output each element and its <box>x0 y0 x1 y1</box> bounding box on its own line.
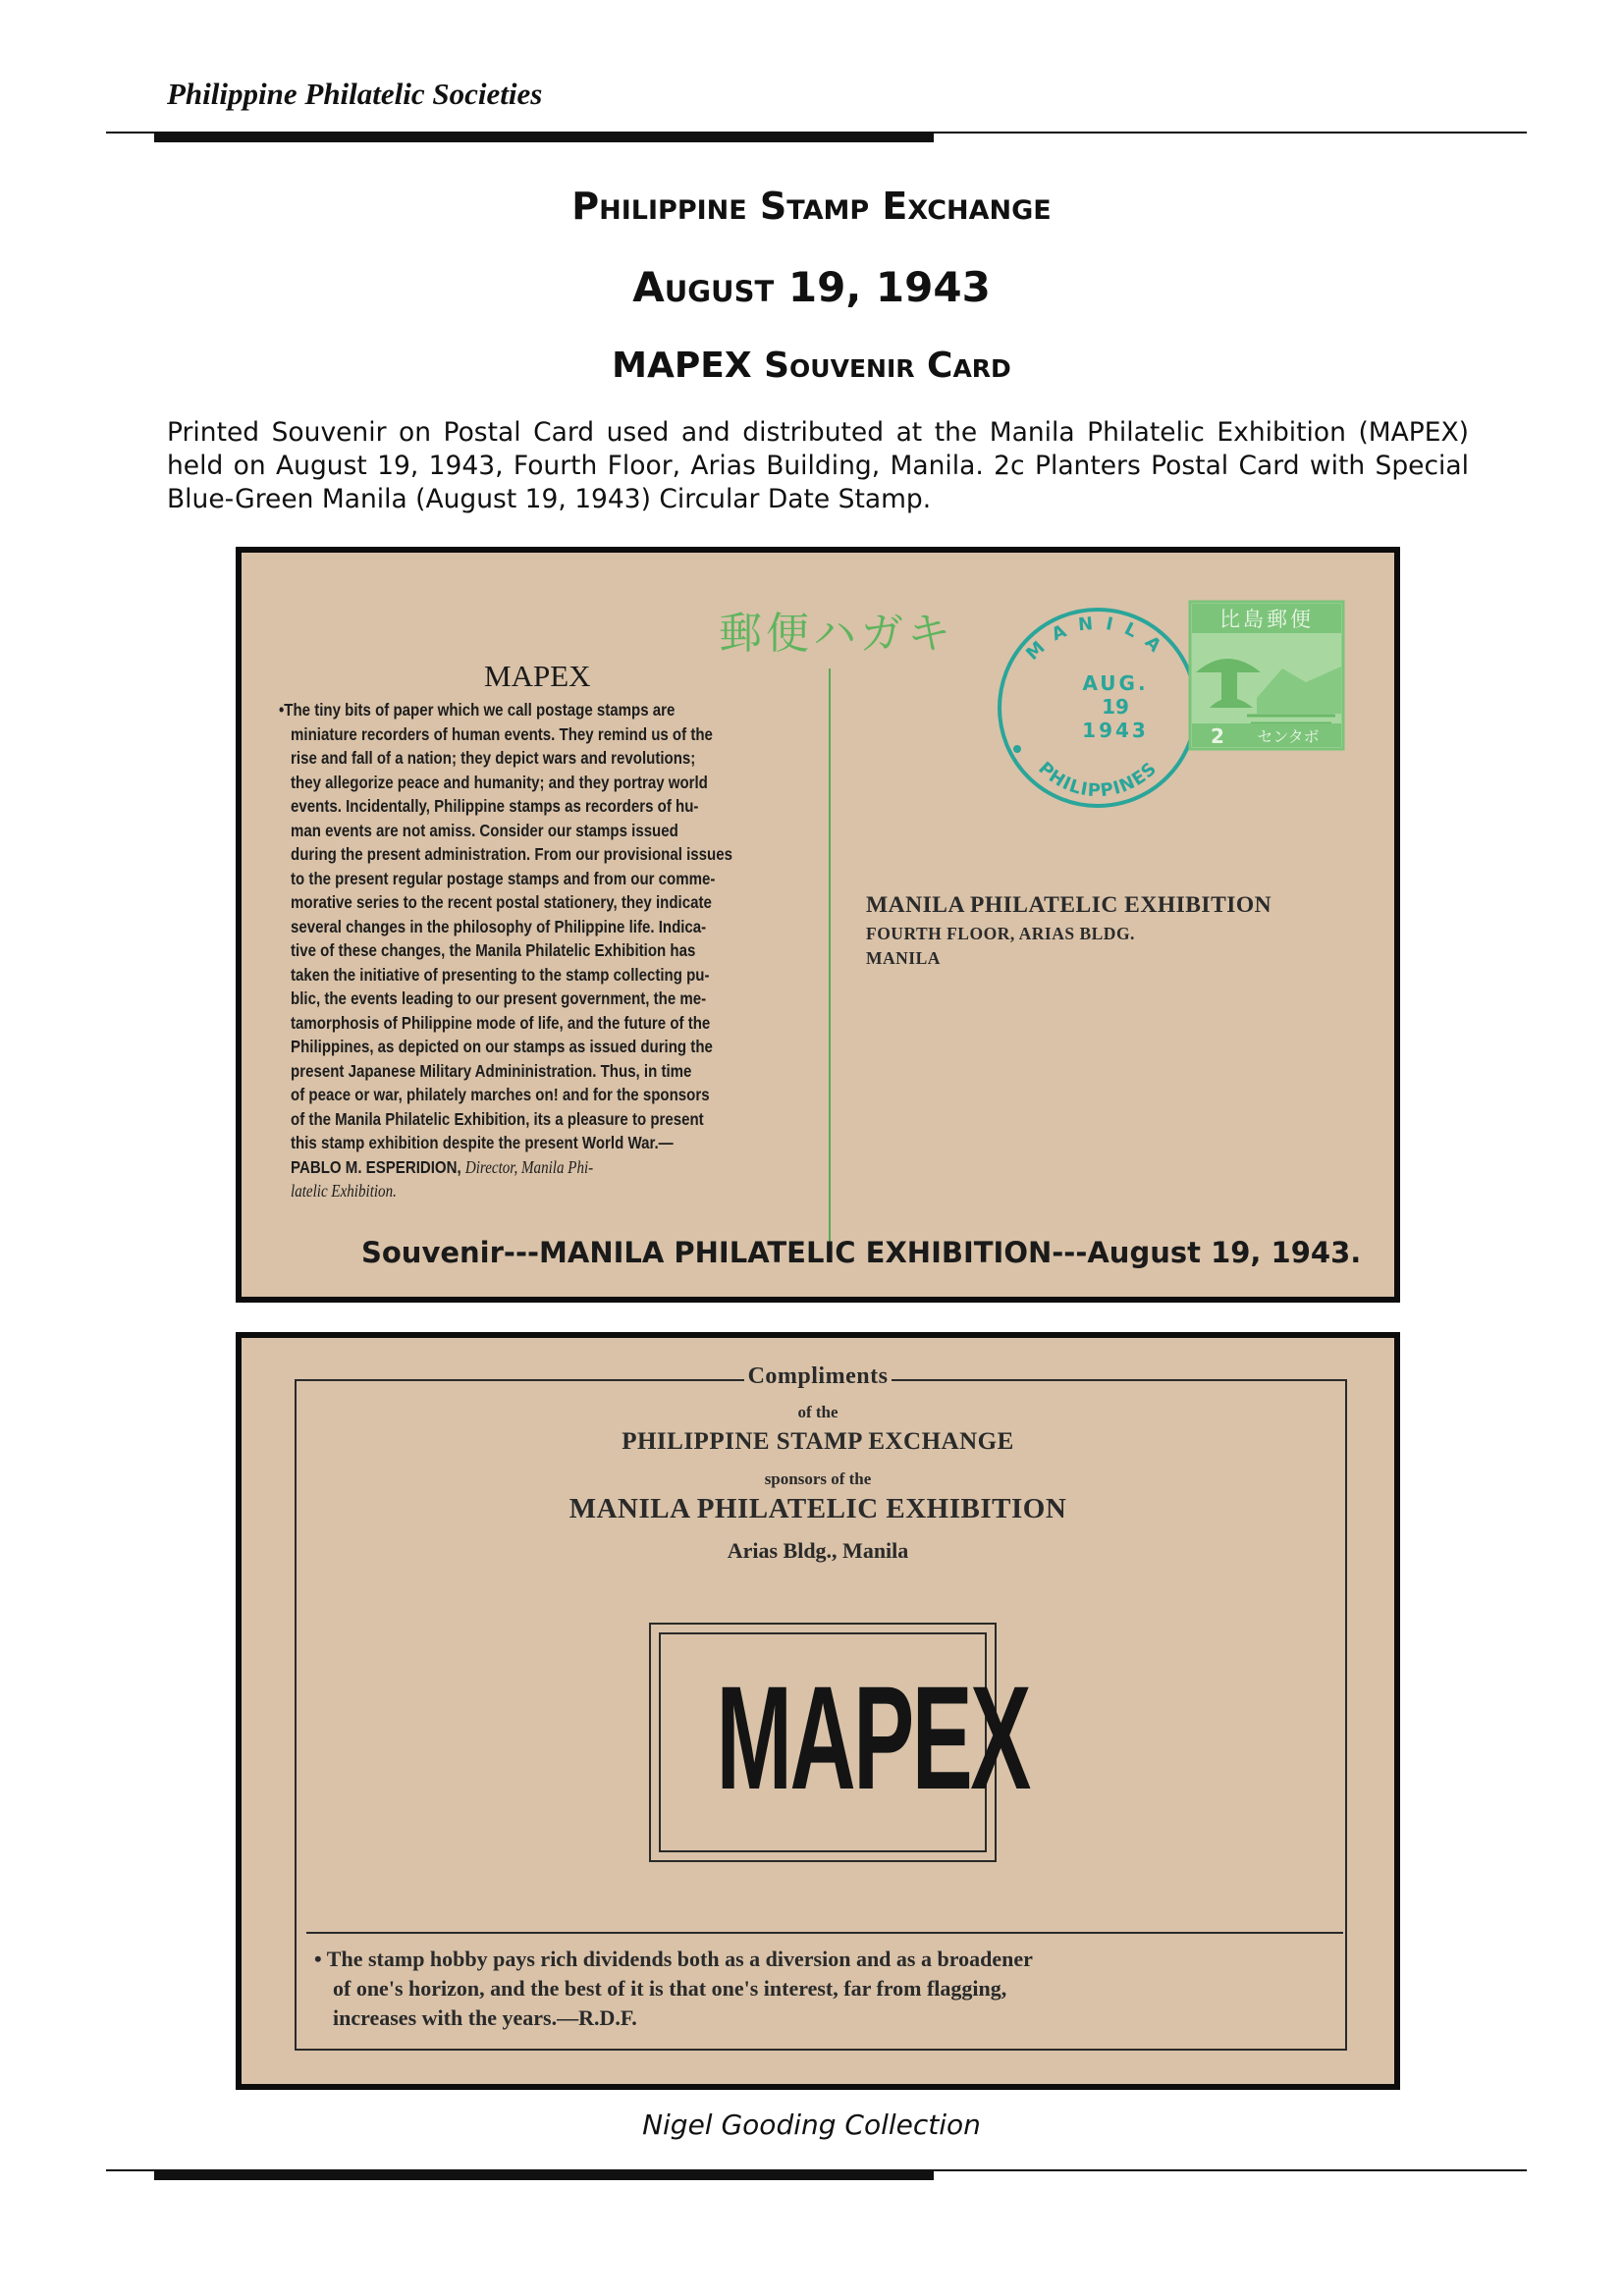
stamp-value: 2 <box>1211 724 1224 748</box>
signature-name: PABLO M. ESPERIDION, <box>291 1156 461 1177</box>
front-text-line: man events are not amiss. Consider our stamps issued <box>291 820 678 840</box>
front-text-line: during the present administration. From our provisional issues <box>291 844 732 864</box>
postmark-country: PHILIPPINES <box>1034 758 1162 802</box>
front-text-line: of the Manila Philatelic Exhibition, its a pleasure to present <box>291 1108 704 1129</box>
exhibition-name: MANILA PHILATELIC EXHIBITION <box>568 1493 1067 1524</box>
postmark-month: AUG. <box>1082 671 1149 695</box>
header-rule-thick <box>154 132 934 142</box>
front-text-line: events. Incidentally, Philippine stamps as recorders of hu- <box>291 796 699 816</box>
page-subtitle-card: MAPEX Souvenir Card <box>612 346 1011 386</box>
quote-block <box>314 1945 1033 2033</box>
front-text-line: tive of these changes, the Manila Philatelic Exhibition has <box>291 940 696 960</box>
footer-rule-thick <box>154 2169 934 2180</box>
description-paragraph: Printed Souvenir on Postal Card used and distributed at the Manila Philatelic Exhibition (MAPEX) held on August 19, 1943, Fourth Floor, Arias Building, Manila. 2c Planters Postal Card with Special Blue-Green Manila (August 19, 1943) Circular Date Stamp. <box>167 417 1469 514</box>
postmark-city-arc <box>1022 613 1173 665</box>
front-text-line: miniature recorders of human events. They remind us of the <box>291 723 713 744</box>
footer-credit: Nigel Gooding Collection <box>642 2109 981 2141</box>
front-text-line: rise and fall of a nation; they depict wars and revolutions; <box>291 748 696 768</box>
exchange-name: PHILIPPINE STAMP EXCHANGE <box>622 1428 1014 1455</box>
quote-divider <box>306 1932 1343 1934</box>
front-text-line: several changes in the philosophy of Philippine life. Indica- <box>291 916 707 936</box>
front-text-line: they allegorize peace and humanity; and they portray world <box>291 772 708 792</box>
front-text-line: morative series to the recent postal stationery, they indicate <box>291 892 712 912</box>
signature-role-continued: latelic Exhibition. <box>291 1181 397 1201</box>
front-text-line: Philippines, as depicted on our stamps as issued during the <box>291 1037 713 1056</box>
address-line-1: MANILA PHILATELIC EXHIBITION <box>866 892 1272 918</box>
front-text-line: •The tiny bits of paper which we call postage stamps are <box>279 700 676 720</box>
signature-role: Director, Manila Phi- <box>464 1156 594 1177</box>
card-divider-line <box>829 668 831 1250</box>
stamp-top-text: 比島郵便 <box>1219 608 1314 631</box>
postmark-day: 19 <box>1102 695 1129 719</box>
page-header-title: Philippine Philatelic Societies <box>167 77 543 111</box>
page-subtitle-date: August 19, 1943 <box>632 263 991 311</box>
exhibition-address: Arias Bldg., Manila <box>727 1538 909 1563</box>
manila-postmark <box>990 600 1206 816</box>
front-text-line: this stamp exhibition despite the present World War.— <box>291 1133 674 1152</box>
page-title: Philippine Stamp Exchange <box>571 185 1052 228</box>
front-text-column <box>279 698 809 1203</box>
souvenir-card-back <box>236 1332 1400 2090</box>
front-text-line: of peace or war, philately marches on! and for the sponsors <box>291 1085 710 1104</box>
front-mapex-heading: MAPEX <box>484 659 591 693</box>
souvenir-card-front <box>236 547 1400 1303</box>
front-text-line: to the present regular postage stamps and from our comme- <box>291 868 716 888</box>
souvenir-line: Souvenir---MANILA PHILATELIC EXHIBITION---August 19, 1943. <box>361 1236 1362 1269</box>
mapex-logo-box <box>649 1623 1029 1862</box>
front-text-line: taken the initiative of presenting to the stamp collecting pu- <box>291 964 710 985</box>
address-line-2: FOURTH FLOOR, ARIAS BLDG. <box>866 924 1135 943</box>
stamp-value-kana: センタボ <box>1257 727 1320 746</box>
sponsors-label: sponsors of the <box>764 1469 872 1488</box>
japanese-postcard-heading: 郵便ハガキ <box>719 609 954 659</box>
compliments-label: Compliments <box>744 1363 893 1389</box>
address-line-3: MANILA <box>866 948 941 968</box>
mapex-logo-text: MAPEX <box>716 1655 1029 1820</box>
front-text-line: present Japanese Military Admininistration. Thus, in time <box>291 1060 692 1081</box>
planter-stamp <box>1188 600 1345 751</box>
front-text-line: tamorphosis of Philippine mode of life, and the future of the <box>291 1012 711 1033</box>
of-the-label: of the <box>797 1403 839 1421</box>
postmark-year: 1943 <box>1082 719 1149 742</box>
quote-line: of one's horizon, and the best of it is that one's interest, far from flagging, <box>333 1976 1007 2001</box>
quote-line: • The stamp hobby pays rich dividends both as a diversion and as a broadener <box>314 1947 1033 1971</box>
postmark-city: MANILA <box>1022 613 1173 666</box>
front-text-line: blic, the events leading to our present government, the me- <box>291 988 707 1008</box>
quote-line: increases with the years.—R.D.F. <box>333 2005 637 2030</box>
